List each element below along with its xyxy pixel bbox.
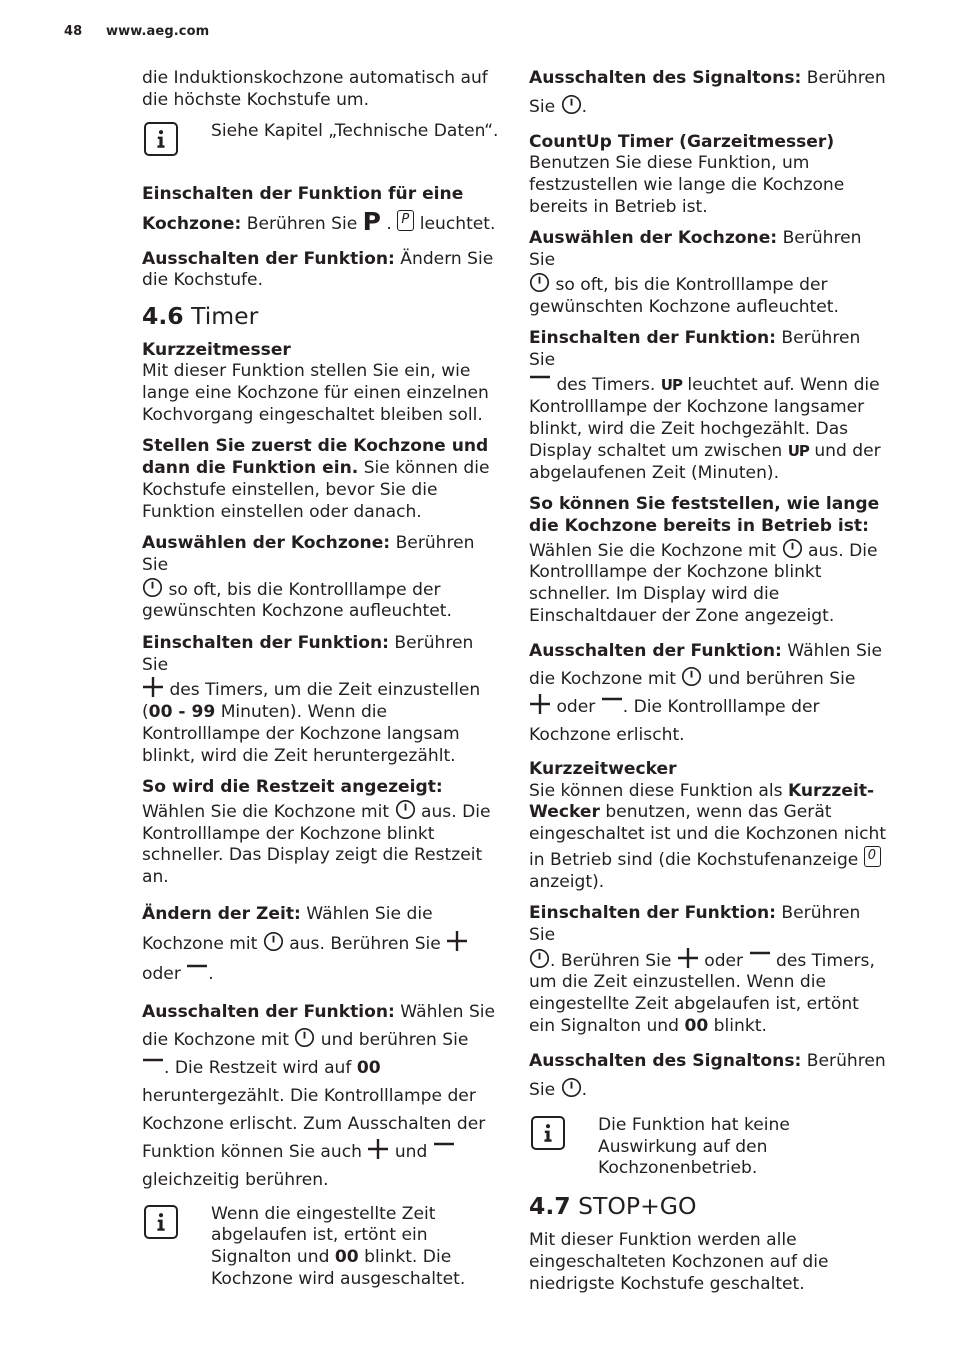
info-text: Wenn die eingestellte Zeit abgelaufen ist, ertönt ein Signalton und 00 blinkt. Die Kochzone wird ausgeschaltet.: [211, 1203, 466, 1289]
minus-icon: [601, 693, 623, 715]
zero-display-icon: 0: [864, 846, 881, 867]
minus-icon: [186, 960, 208, 982]
ausschalten-paragraph: Ausschalten der Funktion: Ändern Sie die Kochstufe.: [142, 248, 494, 291]
einschalten2-paragraph: Einschalten der Funktion: Berühren Sie des Timers, um die Zeit einzustellen (00 - 99 Minuten). Wenn die Kontrolllampe der Kochzone langsam blinkt, wird die Zeit heruntergezählt.: [142, 632, 481, 766]
plus-icon: [367, 1138, 389, 1160]
info-icon: [144, 1205, 178, 1239]
timer-icon: [263, 931, 284, 952]
section-heading-timer: 4.6 Timer: [142, 301, 259, 330]
section-heading-stopgo: 4.7 STOP+GO: [529, 1192, 697, 1221]
up-display-icon: UP: [660, 376, 682, 395]
signalton2-paragraph: Ausschalten des Signaltons: Berühren Sie .: [529, 1051, 886, 1101]
info-box-kochzonenbetrieb: [529, 1115, 889, 1180]
kurzzeitwecker-paragraph: Kurzzeitwecker Sie können diese Funktion als Kurzzeit-Wecker benutzen, wenn das Gerät eingeschaltet ist und die Kochzonen nicht in Betrieb sind (die Kochstufenanzeige 0 anzeigt).: [529, 758, 887, 892]
info-box-signalton: [142, 1204, 502, 1291]
page-number: 48: [64, 24, 83, 39]
einschalten-paragraph: Einschalten der Funktion für eine Kochzone: Berühren Sie P . P leuchtet.: [142, 184, 496, 237]
plus-icon: [142, 676, 164, 698]
intro-paragraph: die Induktionskochzone automatisch auf die höchste Kochstufe um.: [142, 68, 488, 110]
minus-icon: [749, 947, 771, 969]
timer-icon: [142, 577, 163, 598]
signalton-paragraph: Ausschalten des Signaltons: Berühren Sie .: [529, 68, 886, 117]
timer-icon: [529, 948, 550, 969]
auswaehlen-paragraph: Auswählen der Kochzone: Berühren Sie so oft, bis die Kontrolllampe der gewünschten Kochzone aufleuchtet.: [142, 533, 475, 622]
einschalten-label: Einschalten der Funktion für eine Kochzone:: [142, 184, 464, 235]
countup-paragraph: CountUp Timer (Garzeitmesser) Benutzen Sie diese Funktion, um festzustellen wie lange die Kochzone bereits in Betrieb ist.: [529, 131, 845, 217]
ausschalten2-paragraph: Ausschalten der Funktion: Wählen Sie die Kochzone mit und berühren Sie . Die Restzeit wird auf 00 heruntergezählt. Die Kontrolllampe der Kochzone erlischt. Zum Ausschalten der Funktion können Sie auch und gleichzeitig berühren.: [142, 1002, 496, 1191]
timer-icon: [529, 272, 550, 293]
kurzzeitmesser-paragraph: Kurzzeitmesser Mit dieser Funktion stellen Sie ein, wie lange eine Kochzone für einen einzelnen Kochvorgang eingeschaltet bleiben soll.: [142, 339, 489, 426]
stopgo-paragraph: Mit dieser Funktion werden alle eingeschalteten Kochzonen auf die niedrigste Kochstufe geschaltet.: [529, 1230, 829, 1294]
timer-icon: [294, 1027, 315, 1048]
right-column: [529, 68, 889, 1305]
info-text: Die Funktion hat keine Auswirkung auf den Kochzonenbetrieb.: [598, 1114, 790, 1179]
timer-icon: [395, 799, 416, 820]
ausschalten-paragraph: Ausschalten der Funktion: Wählen Sie die Kochzone mit und berühren Sie oder . Die Kontrolllampe der Kochzone erlischt.: [529, 641, 883, 746]
timer-icon: [561, 1077, 582, 1098]
minus-icon: [142, 1054, 164, 1076]
countup-title: CountUp Timer (Garzeitmesser): [529, 131, 835, 152]
timer-icon: [681, 666, 702, 687]
minus-icon: [529, 371, 551, 393]
feststellen-paragraph: So können Sie feststellen, wie lange die Kochzone bereits in Betrieb ist: Wählen Sie die Kochzone mit aus. Die Kontrolllampe der Kochzone blinkt schneller. Im Display wird die Einschaltdauer der Zone angezeigt.: [529, 493, 880, 626]
info-icon: [144, 122, 178, 156]
info-box-technical-data: [142, 121, 502, 167]
page-header: [64, 24, 209, 39]
timer-icon: [561, 94, 582, 115]
restzeit-paragraph: So wird die Restzeit angezeigt: Wählen Sie die Kochzone mit aus. Die Kontrolllampe der Kochzone blinkt schneller. Das Display zeigt die Restzeit an.: [142, 777, 491, 888]
website-url: www.aeg.com: [106, 24, 210, 39]
kurzzeitwecker-title: Kurzzeitwecker: [529, 758, 677, 779]
info-icon: [531, 1116, 565, 1150]
stellen-paragraph: Stellen Sie zuerst die Kochzone und dann die Funktion ein. Sie können die Kochstufe einstellen, bevor Sie die Funktion einstellen oder danach.: [142, 436, 490, 522]
info-text: Siehe Kapitel „Technische Daten“.: [211, 121, 499, 142]
up-display-icon: UP: [787, 441, 809, 460]
timer-icon: [782, 538, 803, 559]
plus-icon: [677, 947, 699, 969]
left-column: [142, 68, 502, 1303]
boxed-p-icon: P: [397, 210, 414, 231]
p-symbol-icon: P: [362, 207, 381, 237]
einschalten-paragraph: Einschalten der Funktion: Berühren Sie des Timers. UP leuchtet auf. Wenn die Kontrolllampe der Kochzone langsamer blinkt, wird die Zeit hochgezählt. Das Display schaltet um zwischen UP und der abgelaufenen Zeit (Minuten).: [529, 327, 881, 483]
minus-icon: [433, 1138, 455, 1160]
aendern-paragraph: Ändern der Zeit: Wählen Sie die Kochzone mit aus. Berühren Sie oder .: [142, 899, 502, 989]
plus-icon: [529, 693, 551, 715]
einschalten2-paragraph: Einschalten der Funktion: Berühren Sie . Berühren Sie oder des Timers, um die Zeit einzustellen. Wenn die eingestellte Zeit abgelaufen ist, ertönt ein Signalton und 00 blinkt.: [529, 903, 875, 1036]
kurzzeitmesser-title: Kurzzeitmesser: [142, 339, 291, 360]
plus-icon: [446, 930, 468, 952]
auswaehlen-paragraph: Auswählen der Kochzone: Berühren Sie so oft, bis die Kontrolllampe der gewünschten Kochzone aufleuchtet.: [529, 228, 862, 317]
